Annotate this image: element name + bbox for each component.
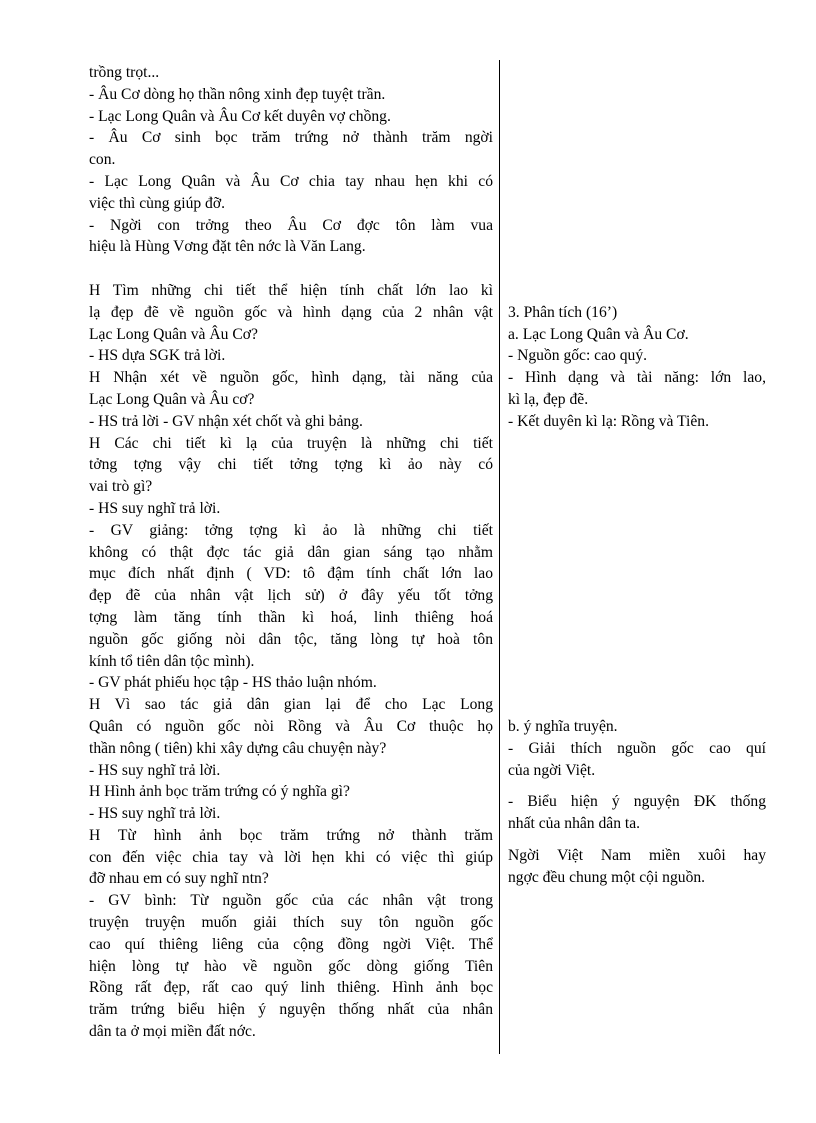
spacer — [508, 433, 766, 455]
spacer — [508, 258, 766, 280]
text-line: hiện lòng tự hào về nguồn gốc dòng giống Tiên — [89, 957, 493, 975]
spacer — [508, 280, 766, 302]
spacer — [508, 781, 766, 791]
text-line: H Tìm những chi tiết thể hiện tính chất lớn lao kì — [89, 281, 493, 299]
text-line: H Các chi tiết kì lạ của truyện là những chi tiết — [89, 434, 493, 452]
spacer — [508, 193, 766, 215]
section-heading-a: a. Lạc Long Quân và Âu Cơ. — [508, 325, 689, 343]
text-line: - Giải thích nguồn gốc cao quí — [508, 739, 766, 757]
text-line: - Hình dạng và tài năng: lớn lao, — [508, 369, 766, 387]
text-line: mục đích nhất định ( VD: tô đậm tính chất lớn lao — [89, 565, 493, 583]
text-line: dân ta ở mọi miền đất nớc. — [89, 1023, 256, 1041]
text-line: con đến việc chia tay và lời hẹn khi có việc thì giúp — [89, 848, 493, 866]
text-line: truyện truyện muốn giải thích suy tôn nguồn gốc — [89, 914, 493, 932]
text-line: trồng trọt... — [89, 64, 160, 81]
spacer — [508, 171, 766, 193]
text-line: - Lạc Long Quân và Âu Cơ chia tay nhau hẹn khi có — [89, 172, 493, 190]
text-line: - Lạc Long Quân và Âu Cơ kết duyên vợ chồng. — [89, 107, 391, 125]
text-line: con. — [89, 151, 116, 169]
spacer — [508, 629, 766, 651]
text-line: kính tổ tiên dân tộc mình). — [89, 652, 255, 670]
column-divider — [499, 60, 500, 1054]
text-line: hiệu là Hùng Vơng đặt tên nớc là Văn Lang. — [89, 238, 366, 256]
spacer — [508, 520, 766, 542]
right-column — [508, 62, 766, 888]
text-line: - GV giảng: tởng tợng kì ảo là những chi tiết — [89, 521, 493, 539]
text-line: việc thì cùng giúp đỡ. — [89, 194, 226, 212]
blank-line — [89, 258, 493, 280]
text-line: - Âu Cơ sinh bọc trăm trứng nở thành trăm ngời — [89, 129, 493, 147]
text-line: tởng tợng vậy chi tiết tởng tợng kì ảo này có — [89, 456, 493, 474]
spacer — [508, 62, 766, 84]
text-line: H Hình ảnh bọc trăm trứng có ý nghĩa gì? — [89, 783, 350, 801]
text-line: H Từ hình ảnh bọc trăm trứng nở thành trăm — [89, 826, 493, 844]
text-line: - GV bình: Từ nguồn gốc của các nhân vật trong — [89, 892, 493, 910]
text-line: trăm trứng biểu hiện ý nguyện thống nhất của nhân — [89, 1001, 493, 1019]
text-line: không có thật đợc tác giả dân gian sáng tạo nhằm — [89, 543, 493, 561]
text-line: - GV phát phiếu học tập - HS thảo luận nhóm. — [89, 674, 377, 692]
text-line: - HS trả lời - GV nhận xét chốt và ghi bảng. — [89, 412, 363, 430]
text-line: - HS suy nghĩ trả lời. — [89, 805, 221, 823]
text-line: của ngời Việt. — [508, 761, 596, 779]
spacer — [508, 454, 766, 476]
text-line: cao quí thiêng liêng của cộng đồng ngời Việt. Thể — [89, 935, 493, 953]
spacer — [508, 476, 766, 498]
text-line: - Ngời con trởng theo Âu Cơ đợc tôn làm vua — [89, 216, 493, 234]
text-line: - Kết duyên kì lạ: Rồng và Tiên. — [508, 412, 709, 430]
spacer — [508, 149, 766, 171]
spacer — [508, 215, 766, 237]
text-line: H Nhận xét về nguồn gốc, hình dạng, tài năng của — [89, 369, 493, 387]
text-line: - HS dựa SGK trả lời. — [89, 347, 226, 365]
spacer — [508, 563, 766, 585]
text-line: nguồn gốc giống nòi dân tộc, tăng lòng tự hoà tôn — [89, 630, 493, 648]
text-line: ngợc đều chung một cội nguồn. — [508, 868, 706, 886]
spacer — [508, 127, 766, 149]
text-line: - Nguồn gốc: cao quý. — [508, 347, 648, 365]
text-line: Lạc Long Quân và Âu Cơ? — [89, 325, 258, 343]
text-line: Rồng rất đẹp, rất cao quý linh thiêng. Hình ảnh bọc — [89, 979, 493, 997]
text-line: đẹp đẽ của nhân vật lịch sử) ở đây yếu tốt tởng — [89, 587, 493, 605]
text-line: thần nông ( tiên) khi xây dựng câu chuyện này? — [89, 739, 387, 757]
text-line: - Biểu hiện ý nguyện ĐK thống — [508, 793, 766, 811]
text-line: tợng làm tăng tính thần kì hoá, linh thiêng hoá — [89, 608, 493, 626]
text-line: - HS suy nghĩ trả lời. — [89, 761, 221, 779]
spacer — [508, 694, 766, 716]
text-line: Ngời Việt Nam miền xuôi hay — [508, 846, 766, 864]
spacer — [508, 84, 766, 106]
spacer — [508, 106, 766, 128]
spacer — [508, 498, 766, 520]
text-line: nhất của nhân dân ta. — [508, 815, 641, 833]
left-column — [89, 62, 493, 1043]
spacer — [508, 607, 766, 629]
text-line: vai trò gì? — [89, 478, 153, 496]
spacer — [508, 585, 766, 607]
text-line: kì lạ, đẹp đẽ. — [508, 390, 589, 408]
spacer — [508, 651, 766, 673]
section-heading-b: b. ý nghĩa truyện. — [508, 717, 618, 735]
text-line: đỡ nhau em có suy nghĩ ntn? — [89, 870, 269, 888]
analysis-heading: 3. Phân tích (16’) — [508, 303, 618, 321]
spacer — [508, 542, 766, 564]
text-line: Quân có nguồn gốc nòi Rồng và Âu Cơ thuộc họ — [89, 717, 493, 735]
text-line: Lạc Long Quân và Âu cơ? — [89, 390, 255, 408]
spacer — [508, 835, 766, 845]
text-line: - Âu Cơ dòng họ thần nông xinh đẹp tuyệt trần. — [89, 85, 386, 103]
spacer — [508, 236, 766, 258]
text-line: - HS suy nghĩ trả lời. — [89, 499, 221, 517]
spacer — [508, 672, 766, 694]
text-line: lạ đẹp đẽ về nguồn gốc và hình dạng của 2 nhân vật — [89, 303, 493, 321]
text-line: H Vì sao tác giả dân gian lại để cho Lạc Long — [89, 696, 493, 714]
